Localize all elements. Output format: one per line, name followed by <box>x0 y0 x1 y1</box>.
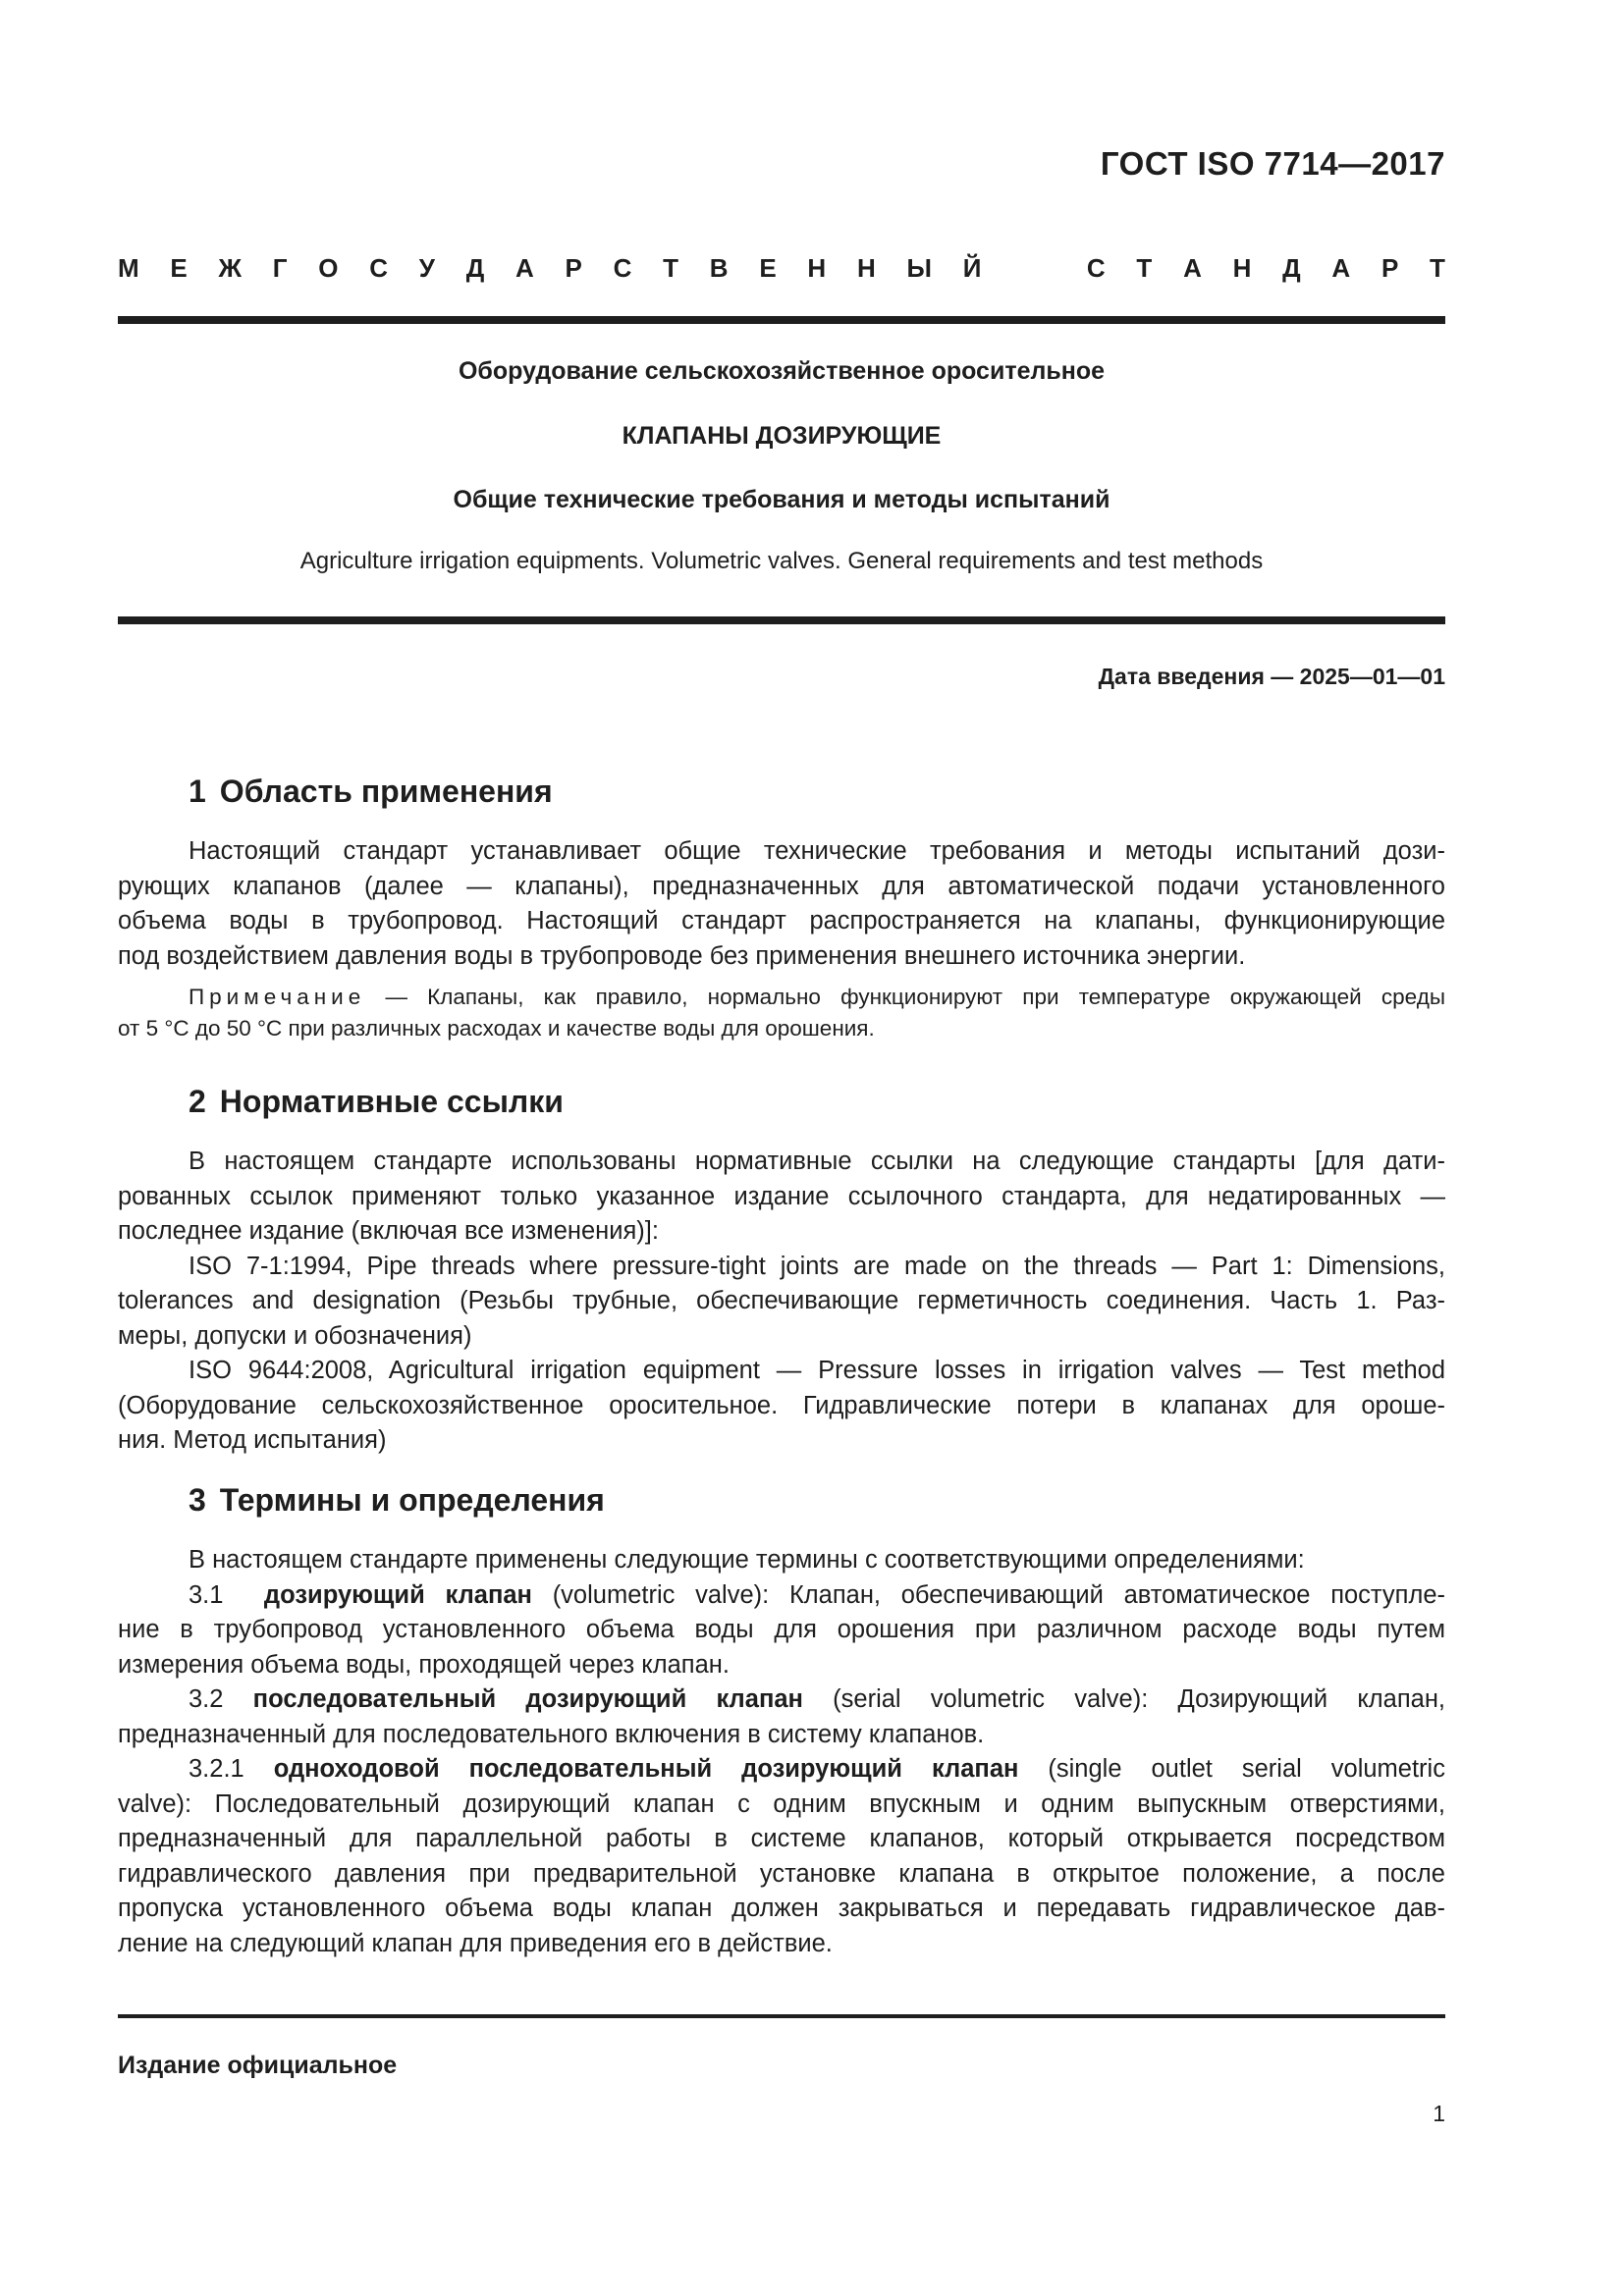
note-label: Примечание <box>189 985 366 1009</box>
term-line: измерения объема воды, проходящей через клапан. <box>118 1650 730 1679</box>
paragraph-line: под воздействием давления воды в трубопроводе без применения внешнего источника энергии. <box>118 941 1246 970</box>
title-main: КЛАПАНЫ ДОЗИРУЮЩИЕ <box>622 422 942 450</box>
term-definition: (single outlet serial volumetric <box>1048 1755 1445 1783</box>
term-number: 3.2 <box>189 1685 224 1713</box>
paragraph-line: последнее издание (включая все изменения)]: <box>118 1217 659 1245</box>
title-rule <box>118 616 1445 624</box>
header-rule <box>118 316 1445 324</box>
paragraph-line: В настоящем стандарте использованы нормативные ссылки на следующие стандарты [для дати- <box>189 1148 1445 1175</box>
term-line: ление на следующий клапан для приведения его в действие. <box>118 1929 833 1957</box>
section-2-title: Нормативные ссылки <box>219 1084 564 1119</box>
reference-line: ISO 7-1:1994, Pipe threads where pressure-tight joints are made on the threads — Part 1: Dimensions, <box>189 1252 1445 1280</box>
section-1-heading <box>189 774 553 810</box>
terms-intro: В настоящем стандарте применены следующие термины с соответствующими определениями: <box>189 1546 1305 1574</box>
note-line: от 5 °С до 50 °С при различных расходах и качестве воды для орошения. <box>118 1016 875 1041</box>
reference-line: (Оборудование сельскохозяйственное оросительное. Гидравлические потери в клапанах для ороше- <box>118 1391 1445 1419</box>
section-2-heading <box>189 1084 564 1120</box>
term-line: valve): Последовательный дозирующий клапан с одним впускным и одним выпускным отверстиями, <box>118 1789 1445 1818</box>
term-3-2-first-line <box>118 1682 1445 1718</box>
term-line: предназначенный для последовательного включения в систему клапанов. <box>118 1720 985 1748</box>
gost-number: ГОСТ ISO 7714—2017 <box>1100 145 1445 182</box>
reference-line: ISO 9644:2008, Agricultural irrigation equipment — Pressure losses in irrigation valves — Test method <box>189 1357 1445 1384</box>
page-number: 1 <box>1433 2101 1445 2126</box>
standard-type-title: М Е Ж Г О С У Д А Р С Т В Е Н Н Ы Й С Т А Н Д А Р Т <box>118 253 1445 283</box>
note-line <box>118 982 1445 1013</box>
term-name: одноходовой последовательный дозирующий клапан <box>273 1755 1019 1783</box>
paragraph-line: рованных ссылок применяют только указанное издание ссылочного стандарта, для недатированных — <box>118 1182 1445 1210</box>
term-line: предназначенный для параллельной работы в системе клапанов, который открывается посредством <box>118 1825 1445 1852</box>
title-subject: Оборудование сельскохозяйственное оросительное <box>458 357 1106 385</box>
section-3-text <box>118 1543 1445 1961</box>
reference-line: tolerances and designation (Резьбы трубные, обеспечивающие герметичность соединения. Часть 1. Раз- <box>118 1287 1445 1314</box>
paragraph-line: объема воды в трубопровод. Настоящий стандарт распространяется на клапаны, функционирующие <box>118 907 1445 934</box>
title-description: Общие технические требования и методы испытаний <box>453 486 1110 513</box>
section-1-title: Область применения <box>219 774 553 809</box>
term-name: последовательный дозирующий клапан <box>252 1685 803 1713</box>
note-text: — Клапаны, как правило, нормально функционируют при температуре окружающей среды <box>365 985 1445 1009</box>
section-1-text <box>118 834 1445 974</box>
section-2-text <box>118 1145 1445 1459</box>
term-3-1-first-line <box>118 1578 1445 1614</box>
paragraph-line: Настоящий стандарт устанавливает общие технические требования и методы испытаний дози- <box>189 837 1445 865</box>
term-line: пропуска установленного объема воды клапан должен закрываться и передавать гидравлическое дав- <box>118 1895 1445 1922</box>
term-number: 3.1 <box>189 1580 224 1609</box>
term-line: гидравлического давления при предварительной установке клапана в открытое положение, а после <box>118 1859 1445 1888</box>
footer-rule <box>118 2014 1445 2018</box>
term-name: дозирующий клапан <box>263 1580 532 1609</box>
section-2-number: 2 <box>189 1084 206 1119</box>
reference-line: меры, допуски и обозначения) <box>118 1321 472 1350</box>
edition-label: Издание официальное <box>118 2052 398 2079</box>
section-1-number: 1 <box>189 774 206 809</box>
section-1-note <box>118 982 1445 1044</box>
term-definition: (serial volumetric valve): Дозирующий клапан, <box>833 1685 1446 1713</box>
title-english: Agriculture irrigation equipments. Volumetric valves. General requirements and test methods <box>299 548 1264 574</box>
intro-date: Дата введения — 2025—01—01 <box>1098 664 1445 689</box>
section-3-number: 3 <box>189 1482 206 1518</box>
reference-line: ния. Метод испытания) <box>118 1426 387 1454</box>
term-number: 3.2.1 <box>189 1755 244 1783</box>
paragraph-line: рующих клапанов (далее — клапаны), предназначенных для автоматической подачи установленного <box>118 872 1445 900</box>
term-definition: (volumetric valve): Клапан, обеспечивающий автоматическое поступле- <box>552 1580 1446 1609</box>
term-line: ние в трубопровод установленного объема воды для орошения при различном расходе воды путем <box>118 1616 1445 1643</box>
term-3-2-1-first-line <box>118 1752 1445 1788</box>
section-3-heading <box>189 1482 605 1519</box>
section-3-title: Термины и определения <box>219 1482 605 1518</box>
